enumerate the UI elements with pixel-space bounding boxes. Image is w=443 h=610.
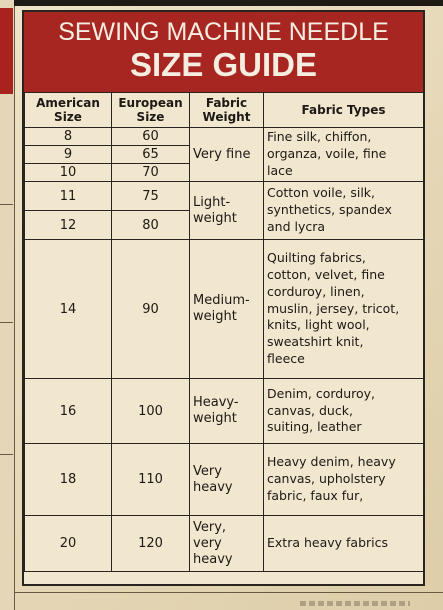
american-size-cell: 20	[25, 516, 112, 572]
fabric-types-cell: Extra heavy fabrics	[264, 516, 424, 572]
table-row	[25, 128, 424, 146]
european-size-cell: 120	[112, 516, 190, 572]
american-size-cell: 16	[25, 379, 112, 444]
american-size-cell: 9	[25, 146, 112, 164]
american-size-cell: 14	[25, 240, 112, 379]
table-header-row	[25, 93, 424, 128]
fabric-types-cell: Quilting fabrics, cotton, velvet, fine corduroy, linen, muslin, jersey, tricot, knits, light wool, sweatshirt knit, fleece	[264, 240, 424, 379]
guide-header	[24, 12, 423, 92]
american-size-cell: 11	[25, 182, 112, 211]
fabric-weight-cell: Very fine	[190, 128, 264, 182]
european-size-cell: 60	[112, 128, 190, 146]
col-header-european-size: European Size	[112, 93, 190, 128]
col-header-fabric-types: Fabric Types	[264, 93, 424, 128]
adjacent-page-red-block	[0, 8, 13, 94]
col-header-fabric-weight: Fabric Weight	[190, 93, 264, 128]
fabric-weight-cell: Very, very heavy	[190, 516, 264, 572]
european-size-cell: 65	[112, 146, 190, 164]
european-size-cell: 70	[112, 164, 190, 182]
table-row	[25, 379, 424, 444]
adjacent-page-rule	[0, 322, 13, 323]
bottom-border-rule	[14, 592, 443, 593]
table-row	[25, 182, 424, 211]
american-size-cell: 18	[25, 444, 112, 516]
adjacent-page-rule	[0, 454, 13, 455]
european-size-cell: 75	[112, 182, 190, 211]
guide-subtitle: SIZE GUIDE	[129, 46, 318, 83]
table-row	[25, 240, 424, 379]
fabric-weight-cell: Heavy- weight	[190, 379, 264, 444]
fabric-weight-cell: Medium- weight	[190, 240, 264, 379]
fabric-weight-cell: Very heavy	[190, 444, 264, 516]
american-size-cell: 12	[25, 211, 112, 240]
adjacent-page-edge	[0, 0, 15, 610]
american-size-cell: 10	[25, 164, 112, 182]
guide-title: SEWING MACHINE NEEDLE	[58, 18, 389, 46]
european-size-cell: 90	[112, 240, 190, 379]
fabric-weight-cell: Light- weight	[190, 182, 264, 240]
needle-size-table	[24, 92, 424, 572]
table-row	[25, 444, 424, 516]
size-guide-card	[22, 10, 425, 586]
fabric-types-cell: Denim, corduroy, canvas, duck, suiting, leather	[264, 379, 424, 444]
fabric-types-cell: Heavy denim, heavy canvas, upholstery fabric, faux fur,	[264, 444, 424, 516]
top-border-rule	[14, 0, 443, 6]
adjacent-page-rule	[0, 204, 13, 205]
fabric-types-cell: Fine silk, chiffon, organza, voile, fine lace	[264, 128, 424, 182]
american-size-cell: 8	[25, 128, 112, 146]
bottom-cropped-fragment	[300, 601, 410, 606]
european-size-cell: 80	[112, 211, 190, 240]
fabric-types-cell: Cotton voile, silk, synthetics, spandex and lycra	[264, 182, 424, 240]
european-size-cell: 100	[112, 379, 190, 444]
col-header-american-size: American Size	[25, 93, 112, 128]
european-size-cell: 110	[112, 444, 190, 516]
table-row	[25, 516, 424, 572]
